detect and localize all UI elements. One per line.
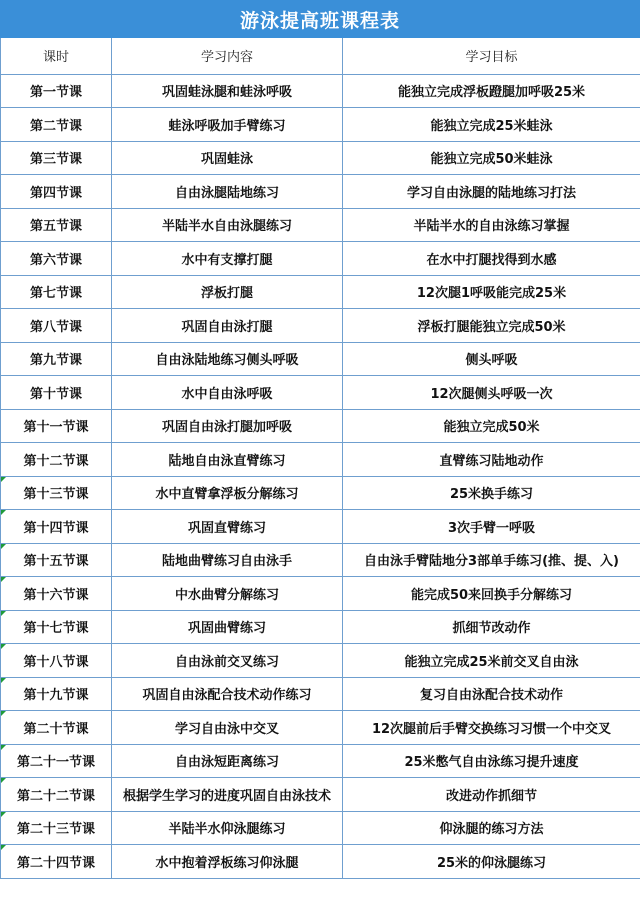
lesson-label: 第五节课 bbox=[29, 219, 82, 235]
goal-cell: 在水中打腿找得到水感 bbox=[343, 242, 640, 276]
header-goal: 学习目标 bbox=[343, 38, 640, 74]
content-cell: 巩固直臂练习 bbox=[112, 510, 343, 544]
lesson-label: 第二节课 bbox=[29, 118, 82, 134]
lesson-label: 第二十三节课 bbox=[16, 822, 95, 838]
goal-cell: 能独立完成50米蛙泳 bbox=[343, 141, 640, 175]
lesson-label: 第二十节课 bbox=[23, 721, 89, 737]
content-cell: 水中抱着浮板练习仰泳腿 bbox=[112, 845, 343, 879]
lesson-cell bbox=[1, 811, 112, 845]
lesson-cell bbox=[1, 342, 112, 376]
lesson-cell bbox=[1, 175, 112, 209]
table-row bbox=[1, 543, 640, 577]
table-row bbox=[1, 108, 640, 142]
table-row bbox=[1, 409, 640, 443]
content-cell: 学习自由泳中交叉 bbox=[112, 711, 343, 745]
lesson-label: 第十六节课 bbox=[23, 587, 89, 603]
cell-comment-marker-icon bbox=[1, 510, 6, 515]
table-row bbox=[1, 610, 640, 644]
goal-cell: 仰泳腿的练习方法 bbox=[343, 811, 640, 845]
lesson-label: 第九节课 bbox=[29, 353, 82, 369]
goal-cell: 侧头呼吸 bbox=[343, 342, 640, 376]
content-cell: 半陆半水自由泳腿练习 bbox=[112, 208, 343, 242]
content-cell: 水中有支撑打腿 bbox=[112, 242, 343, 276]
table-row bbox=[1, 644, 640, 678]
table-row bbox=[1, 510, 640, 544]
content-cell: 巩固自由泳配合技术动作练习 bbox=[112, 677, 343, 711]
goal-cell: 自由泳手臂陆地分3部单手练习(推、提、入) bbox=[343, 543, 640, 577]
cell-comment-marker-icon bbox=[1, 577, 6, 582]
table-row bbox=[1, 577, 640, 611]
lesson-label: 第十二节课 bbox=[23, 453, 89, 469]
cell-comment-marker-icon bbox=[1, 845, 6, 850]
lesson-cell bbox=[1, 476, 112, 510]
cell-comment-marker-icon bbox=[1, 544, 6, 549]
cell-comment-marker-icon bbox=[1, 477, 6, 482]
schedule-table bbox=[0, 38, 640, 879]
table-row bbox=[1, 141, 640, 175]
schedule-body bbox=[1, 74, 640, 878]
goal-cell: 改进动作抓细节 bbox=[343, 778, 640, 812]
content-cell: 自由泳短距离练习 bbox=[112, 744, 343, 778]
lesson-cell bbox=[1, 778, 112, 812]
goal-cell: 能完成50来回换手分解练习 bbox=[343, 577, 640, 611]
cell-comment-marker-icon bbox=[1, 778, 6, 783]
lesson-cell bbox=[1, 610, 112, 644]
goal-cell: 能独立完成50米 bbox=[343, 409, 640, 443]
lesson-label: 第十节课 bbox=[29, 386, 82, 402]
content-cell: 巩固蛙泳腿和蛙泳呼吸 bbox=[112, 74, 343, 108]
goal-cell: 12次腿前后手臂交换练习习惯一个中交叉 bbox=[343, 711, 640, 745]
lesson-label: 第十三节课 bbox=[23, 487, 89, 503]
content-cell: 自由泳腿陆地练习 bbox=[112, 175, 343, 209]
content-cell: 巩固自由泳打腿 bbox=[112, 309, 343, 343]
content-cell: 水中直臂拿浮板分解练习 bbox=[112, 476, 343, 510]
cell-comment-marker-icon bbox=[1, 812, 6, 817]
lesson-cell bbox=[1, 108, 112, 142]
content-cell: 蛙泳呼吸加手臂练习 bbox=[112, 108, 343, 142]
goal-cell: 能独立完成浮板蹬腿加呼吸25米 bbox=[343, 74, 640, 108]
lesson-cell bbox=[1, 74, 112, 108]
lesson-label: 第二十二节课 bbox=[16, 788, 95, 804]
table-row bbox=[1, 476, 640, 510]
lesson-cell bbox=[1, 141, 112, 175]
content-cell: 浮板打腿 bbox=[112, 275, 343, 309]
cell-comment-marker-icon bbox=[1, 644, 6, 649]
lesson-cell bbox=[1, 845, 112, 879]
table-row bbox=[1, 677, 640, 711]
lesson-label: 第四节课 bbox=[29, 185, 82, 201]
lesson-cell bbox=[1, 443, 112, 477]
goal-cell: 浮板打腿能独立完成50米 bbox=[343, 309, 640, 343]
lesson-label: 第一节课 bbox=[29, 85, 82, 101]
lesson-label: 第十五节课 bbox=[23, 554, 89, 570]
content-cell: 自由泳前交叉练习 bbox=[112, 644, 343, 678]
content-cell: 自由泳陆地练习侧头呼吸 bbox=[112, 342, 343, 376]
lesson-label: 第十九节课 bbox=[23, 688, 89, 704]
cell-comment-marker-icon bbox=[1, 745, 6, 750]
table-row bbox=[1, 175, 640, 209]
table-row bbox=[1, 376, 640, 410]
lesson-label: 第十七节课 bbox=[23, 621, 89, 637]
goal-cell: 3次手臂一呼吸 bbox=[343, 510, 640, 544]
lesson-label: 第八节课 bbox=[29, 319, 82, 335]
content-cell: 陆地自由泳直臂练习 bbox=[112, 443, 343, 477]
content-cell: 巩固曲臂练习 bbox=[112, 610, 343, 644]
lesson-label: 第七节课 bbox=[29, 286, 82, 302]
lesson-cell bbox=[1, 744, 112, 778]
content-cell: 水中自由泳呼吸 bbox=[112, 376, 343, 410]
lesson-label: 第十四节课 bbox=[23, 520, 89, 536]
content-cell: 巩固蛙泳 bbox=[112, 141, 343, 175]
goal-cell: 12次腿侧头呼吸一次 bbox=[343, 376, 640, 410]
table-row bbox=[1, 74, 640, 108]
goal-cell: 复习自由泳配合技术动作 bbox=[343, 677, 640, 711]
header-lesson: 课时 bbox=[1, 38, 112, 74]
goal-cell: 学习自由泳腿的陆地练习打法 bbox=[343, 175, 640, 209]
cell-comment-marker-icon bbox=[1, 711, 6, 716]
header-content: 学习内容 bbox=[112, 38, 343, 74]
lesson-cell bbox=[1, 242, 112, 276]
goal-cell: 25米憋气自由泳练习提升速度 bbox=[343, 744, 640, 778]
lesson-label: 第三节课 bbox=[29, 152, 82, 168]
lesson-label: 第十八节课 bbox=[23, 654, 89, 670]
table-row bbox=[1, 309, 640, 343]
lesson-cell bbox=[1, 275, 112, 309]
table-row bbox=[1, 811, 640, 845]
lesson-cell bbox=[1, 543, 112, 577]
content-cell: 巩固自由泳打腿加呼吸 bbox=[112, 409, 343, 443]
content-cell: 根据学生学习的进度巩固自由泳技术 bbox=[112, 778, 343, 812]
table-row bbox=[1, 208, 640, 242]
lesson-label: 第六节课 bbox=[29, 252, 82, 268]
goal-cell: 半陆半水的自由泳练习掌握 bbox=[343, 208, 640, 242]
content-cell: 陆地曲臂练习自由泳手 bbox=[112, 543, 343, 577]
table-row bbox=[1, 778, 640, 812]
lesson-cell bbox=[1, 644, 112, 678]
table-row bbox=[1, 845, 640, 879]
table-row bbox=[1, 242, 640, 276]
table-row bbox=[1, 443, 640, 477]
content-cell: 中水曲臂分解练习 bbox=[112, 577, 343, 611]
lesson-cell bbox=[1, 677, 112, 711]
lesson-cell bbox=[1, 409, 112, 443]
table-row bbox=[1, 275, 640, 309]
goal-cell: 直臂练习陆地动作 bbox=[343, 443, 640, 477]
lesson-cell bbox=[1, 711, 112, 745]
goal-cell: 能独立完成25米前交叉自由泳 bbox=[343, 644, 640, 678]
lesson-label: 第二十一节课 bbox=[16, 755, 95, 771]
cell-comment-marker-icon bbox=[1, 611, 6, 616]
lesson-cell bbox=[1, 309, 112, 343]
goal-cell: 能独立完成25米蛙泳 bbox=[343, 108, 640, 142]
lesson-cell bbox=[1, 510, 112, 544]
table-row bbox=[1, 342, 640, 376]
cell-comment-marker-icon bbox=[1, 678, 6, 683]
lesson-cell bbox=[1, 376, 112, 410]
lesson-label: 第十一节课 bbox=[23, 420, 89, 436]
lesson-cell bbox=[1, 577, 112, 611]
lesson-label: 第二十四节课 bbox=[16, 855, 95, 871]
goal-cell: 25米换手练习 bbox=[343, 476, 640, 510]
table-title: 游泳提高班课程表 bbox=[0, 0, 640, 38]
goal-cell: 抓细节改动作 bbox=[343, 610, 640, 644]
table-row bbox=[1, 711, 640, 745]
goal-cell: 25米的仰泳腿练习 bbox=[343, 845, 640, 879]
lesson-cell bbox=[1, 208, 112, 242]
table-row bbox=[1, 744, 640, 778]
content-cell: 半陆半水仰泳腿练习 bbox=[112, 811, 343, 845]
header-row bbox=[1, 38, 640, 74]
goal-cell: 12次腿1呼吸能完成25米 bbox=[343, 275, 640, 309]
